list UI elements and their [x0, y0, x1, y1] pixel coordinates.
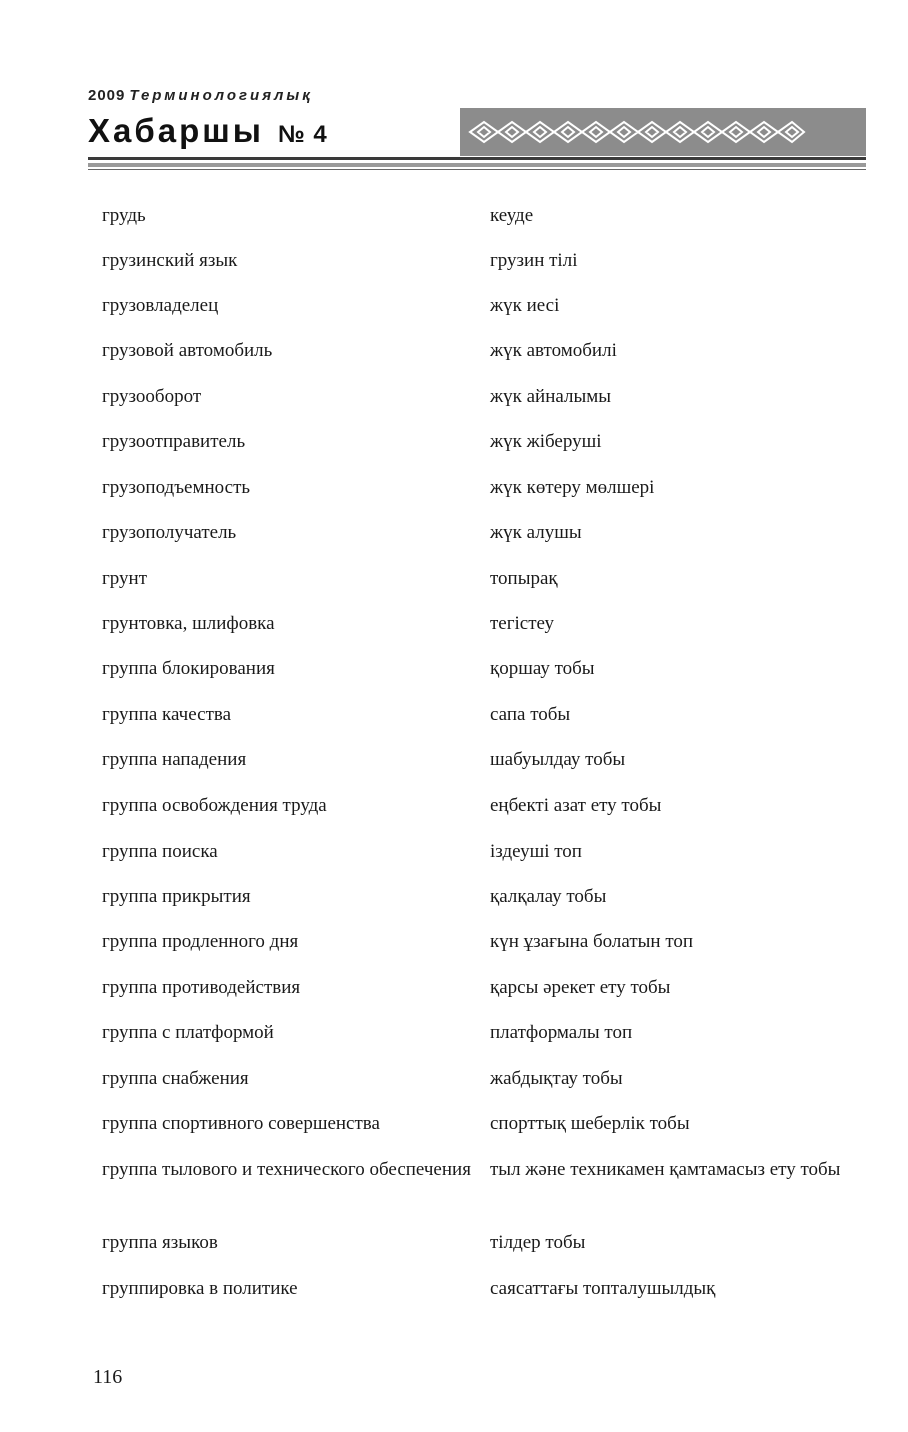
kazakh-term: сапа тобы [490, 704, 571, 725]
header-year: 2009 [88, 87, 126, 104]
russian-term: грузоподъемность [102, 477, 251, 498]
header-title-text: Хабаршы [88, 112, 264, 149]
kazakh-term: жүк айналымы [490, 386, 612, 407]
russian-term: группа спортивного совершенства [102, 1113, 380, 1134]
russian-term: группа блокирования [102, 658, 275, 679]
kazakh-term: саясаттағы топталушылдық [490, 1278, 716, 1299]
russian-term: группа противодействия [102, 977, 301, 998]
russian-term: грузовой автомобиль [102, 340, 273, 361]
russian-term: грунтовка, шлифовка [102, 613, 275, 634]
page-number: 116 [93, 1366, 123, 1388]
russian-term: группировка в политике [102, 1278, 298, 1299]
kazakh-term: тілдер тобы [490, 1232, 586, 1253]
russian-term: группа снабжения [102, 1068, 249, 1089]
russian-term: группа с платформой [102, 1022, 274, 1043]
header-issue: № 4 [277, 121, 328, 148]
kazakh-term: жүк автомобилі [490, 340, 617, 361]
russian-term: грузоотправитель [102, 431, 246, 452]
russian-term: группа языков [102, 1232, 218, 1253]
kazakh-term: платформалы топ [490, 1022, 633, 1043]
kazakh-term: жүк иесі [490, 295, 560, 316]
russian-term: группа освобождения труда [102, 795, 327, 816]
kazakh-term: топырақ [490, 568, 558, 589]
kazakh-term: кеуде [490, 205, 534, 226]
russian-term: грудь [102, 205, 146, 226]
russian-term: грузооборот [102, 386, 202, 407]
kazakh-term: жүк жіберуші [490, 431, 602, 452]
kazakh-term: қалқалау тобы [490, 886, 607, 907]
russian-term: группа прикрытия [102, 886, 251, 907]
russian-term: грузополучатель [102, 522, 237, 543]
russian-term: группа продленного дня [102, 931, 299, 952]
kazakh-term: спорттық шеберлік тобы [490, 1113, 690, 1134]
kazakh-term: еңбекті азат ету тобы [490, 795, 662, 816]
kazakh-term: жүк көтеру мөлшері [490, 477, 655, 498]
russian-term: группа тылового и технического обеспечения [102, 1159, 471, 1180]
header-subtitle: Терминологиялық [129, 87, 313, 104]
russian-term: грузинский язык [102, 250, 238, 271]
kazakh-term: күн ұзағына болатын топ [490, 931, 694, 952]
kazakh-term: тыл және техникамен қамтамасыз ету тобы [490, 1159, 841, 1180]
russian-term: группа нападения [102, 749, 247, 770]
kazakh-term: қарсы әрекет ету тобы [490, 977, 671, 998]
kazakh-term: қоршау тобы [490, 658, 595, 679]
russian-term: грузовладелец [102, 295, 219, 316]
kazakh-term: тегістеу [490, 613, 555, 634]
kazakh-term: жабдықтау тобы [490, 1068, 623, 1089]
russian-term: группа качества [102, 704, 232, 725]
kazakh-term: грузин тілі [490, 250, 578, 271]
kazakh-term: шабуылдау тобы [490, 749, 626, 770]
kazakh-term: іздеуші топ [490, 841, 582, 862]
russian-term: грунт [102, 568, 148, 589]
russian-term: группа поиска [102, 841, 218, 862]
kazakh-term: жүк алушы [490, 522, 582, 543]
